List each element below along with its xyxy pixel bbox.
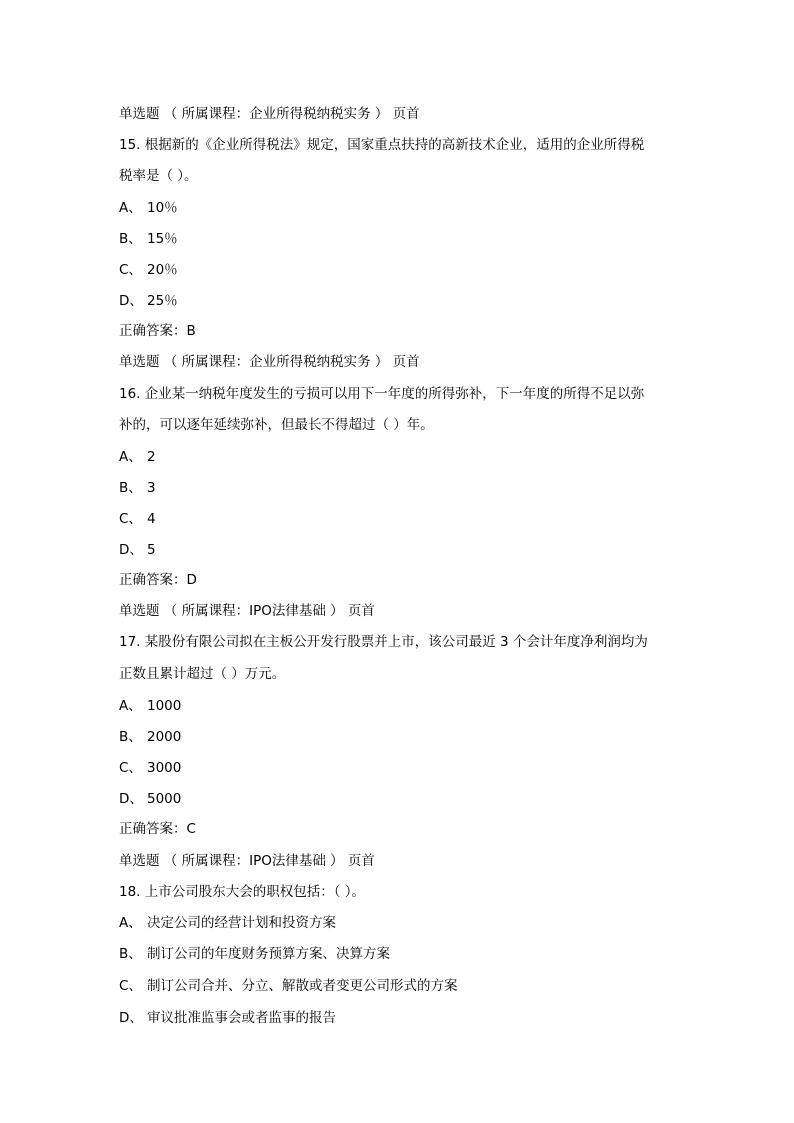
correct-answer: 正确答案：B [119, 323, 196, 339]
option-letter: C、 [119, 511, 142, 527]
option-d [119, 789, 181, 809]
option-text: 决定公司的经营计划和投资方案 [147, 915, 336, 931]
option-text: 2000 [147, 729, 182, 745]
option-letter: B、 [119, 946, 142, 962]
option-text: 25％ [147, 293, 178, 309]
option-letter: D、 [119, 293, 143, 309]
option-text: 2 [147, 449, 156, 465]
option-letter: D、 [119, 791, 143, 807]
option-a [119, 447, 156, 467]
option-letter: B、 [119, 231, 142, 247]
option-text: 制订公司合并、分立、解散或者变更公司形式的方案 [147, 978, 458, 994]
correct-answer: 正确答案：C [119, 821, 196, 837]
option-d [119, 1008, 336, 1028]
option-text: 5 [147, 542, 156, 558]
option-letter: B、 [119, 729, 142, 745]
option-a [119, 198, 178, 218]
question-stem-continued: 正数且累计超过（ ）万元。 [119, 666, 286, 682]
option-letter: D、 [119, 1010, 143, 1026]
option-text: 10％ [147, 200, 178, 216]
option-a [119, 913, 336, 933]
option-letter: B、 [119, 480, 142, 496]
option-text: 3000 [147, 760, 182, 776]
option-text: 1000 [147, 698, 182, 714]
option-b [119, 727, 181, 747]
option-letter: A、 [119, 449, 142, 465]
option-c [119, 260, 178, 280]
option-text: 3 [147, 480, 156, 496]
correct-answer: 正确答案：D [119, 572, 197, 588]
option-text: 审议批准监事会或者监事的报告 [147, 1010, 336, 1026]
option-text: 20％ [147, 262, 178, 278]
option-letter: C、 [119, 262, 142, 278]
question-stem-continued: 补的，可以逐年延续弥补，但最长不得超过（ ）年。 [119, 417, 434, 433]
option-letter: C、 [119, 760, 142, 776]
option-b [119, 944, 390, 964]
option-c [119, 976, 458, 996]
option-letter: A、 [119, 698, 142, 714]
option-text: 制订公司的年度财务预算方案、决算方案 [147, 946, 390, 962]
question-stem-continued: 税率是（ ）。 [119, 168, 198, 184]
question-type-line: 单选题 （ 所属课程：IPO法律基础 ） 页首 [119, 853, 375, 869]
option-text: 5000 [147, 791, 182, 807]
option-letter: A、 [119, 200, 142, 216]
question-type-line: 单选题 （ 所属课程：IPO法律基础 ） 页首 [119, 603, 375, 619]
option-letter: D、 [119, 542, 143, 558]
option-a [119, 696, 181, 716]
question-stem: 17. 某股份有限公司拟在主板公开发行股票并上市，该公司最近 3 个会计年度净利润均为 [119, 634, 648, 650]
option-c [119, 509, 156, 529]
option-text: 15％ [147, 231, 178, 247]
question-stem: 16. 企业某一纳税年度发生的亏损可以用下一年度的所得弥补，下一年度的所得不足以弥 [119, 386, 645, 402]
option-letter: C、 [119, 978, 142, 994]
question-stem: 18. 上市公司股东大会的职权包括：（ ）。 [119, 884, 366, 900]
option-d [119, 291, 178, 311]
option-d [119, 540, 156, 560]
option-letter: A、 [119, 915, 142, 931]
option-c [119, 758, 181, 778]
question-stem: 15. 根据新的《企业所得税法》规定，国家重点扶持的高新技术企业，适用的企业所得税 [119, 137, 645, 153]
option-b [119, 478, 156, 498]
question-type-line: 单选题 （ 所属课程：企业所得税纳税实务 ） 页首 [119, 106, 420, 122]
option-text: 4 [147, 511, 156, 527]
option-b [119, 229, 178, 249]
question-type-line: 单选题 （ 所属课程：企业所得税纳税实务 ） 页首 [119, 354, 420, 370]
